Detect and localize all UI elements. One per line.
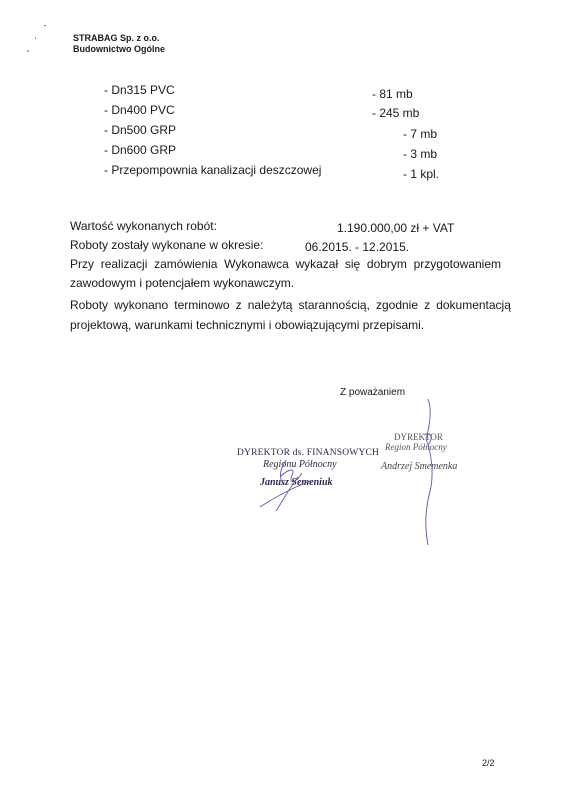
item-name: - Dn315 PVC <box>104 83 175 97</box>
company-division: Budownictwo Ogólne <box>73 44 165 54</box>
word: Przy <box>70 257 94 271</box>
word: realizacji <box>100 257 148 271</box>
word: z <box>235 298 242 312</box>
word: przygotowaniem <box>413 257 501 271</box>
item-quantity: - 81 mb <box>372 87 413 101</box>
period-label: Roboty zostały wykonane w okresie: <box>70 238 264 252</box>
word: z <box>424 298 431 312</box>
stamp-left-name: Janusz Semeniuk <box>260 477 333 488</box>
paragraph-1-line-1 <box>70 257 501 271</box>
signature-right <box>410 395 450 555</box>
word: dobrym <box>366 257 407 271</box>
item-name: - Przepompownia kanalizacji deszczowej <box>104 163 322 177</box>
scan-speck <box>35 37 36 39</box>
word: Roboty <box>70 298 109 312</box>
word: dokumentacją <box>436 298 511 312</box>
word: należytą <box>247 298 293 312</box>
stamp-left-region: Regionu Północny <box>263 459 337 470</box>
scan-speck <box>27 50 30 53</box>
item-quantity: - 7 mb <box>403 127 438 141</box>
word: Wykonawca <box>224 257 289 271</box>
value-amount: 1.190.000,00 zł + VAT <box>337 221 455 235</box>
page-number: 2/2 <box>482 758 495 768</box>
word: zamówienia <box>154 257 218 271</box>
period-range: 06.2015. - 12.2015. <box>305 240 410 254</box>
paragraph-2-line-2: projektową, warunkami technicznymi i obowiązującymi przepisami. <box>70 318 425 332</box>
value-label: Wartość wykonanych robót: <box>70 219 217 233</box>
item-quantity: - 3 mb <box>403 147 438 161</box>
item-quantity: - 245 mb <box>372 106 420 120</box>
word: wykazał <box>295 257 339 271</box>
company-name: STRABAG Sp. z o.o. <box>73 33 160 43</box>
word: terminowo <box>174 298 230 312</box>
word: zgodnie <box>375 298 419 312</box>
closing-salutation: Z poważaniem <box>340 387 406 398</box>
scan-speck <box>44 25 46 26</box>
item-name: - Dn600 GRP <box>104 143 177 157</box>
stamp-right-region: Region Północny <box>385 442 447 452</box>
signature-left <box>240 455 340 525</box>
stamp-right-title: DYREKTOR <box>394 432 443 442</box>
paragraph-2-line-1 <box>70 298 511 312</box>
word: starannością, <box>298 298 370 312</box>
paragraph-1-line-2: zawodowym i potencjałem wykonawczym. <box>70 276 295 290</box>
stamp-right-name: Andrzej Smemenka <box>381 461 458 472</box>
item-quantity: - 1 kpl. <box>403 167 440 181</box>
word: się <box>344 257 361 271</box>
word: wykonano <box>114 298 169 312</box>
stamp-left-title: DYREKTOR ds. FINANSOWYCH <box>237 448 380 458</box>
item-name: - Dn400 PVC <box>104 103 175 117</box>
item-name: - Dn500 GRP <box>104 123 177 137</box>
